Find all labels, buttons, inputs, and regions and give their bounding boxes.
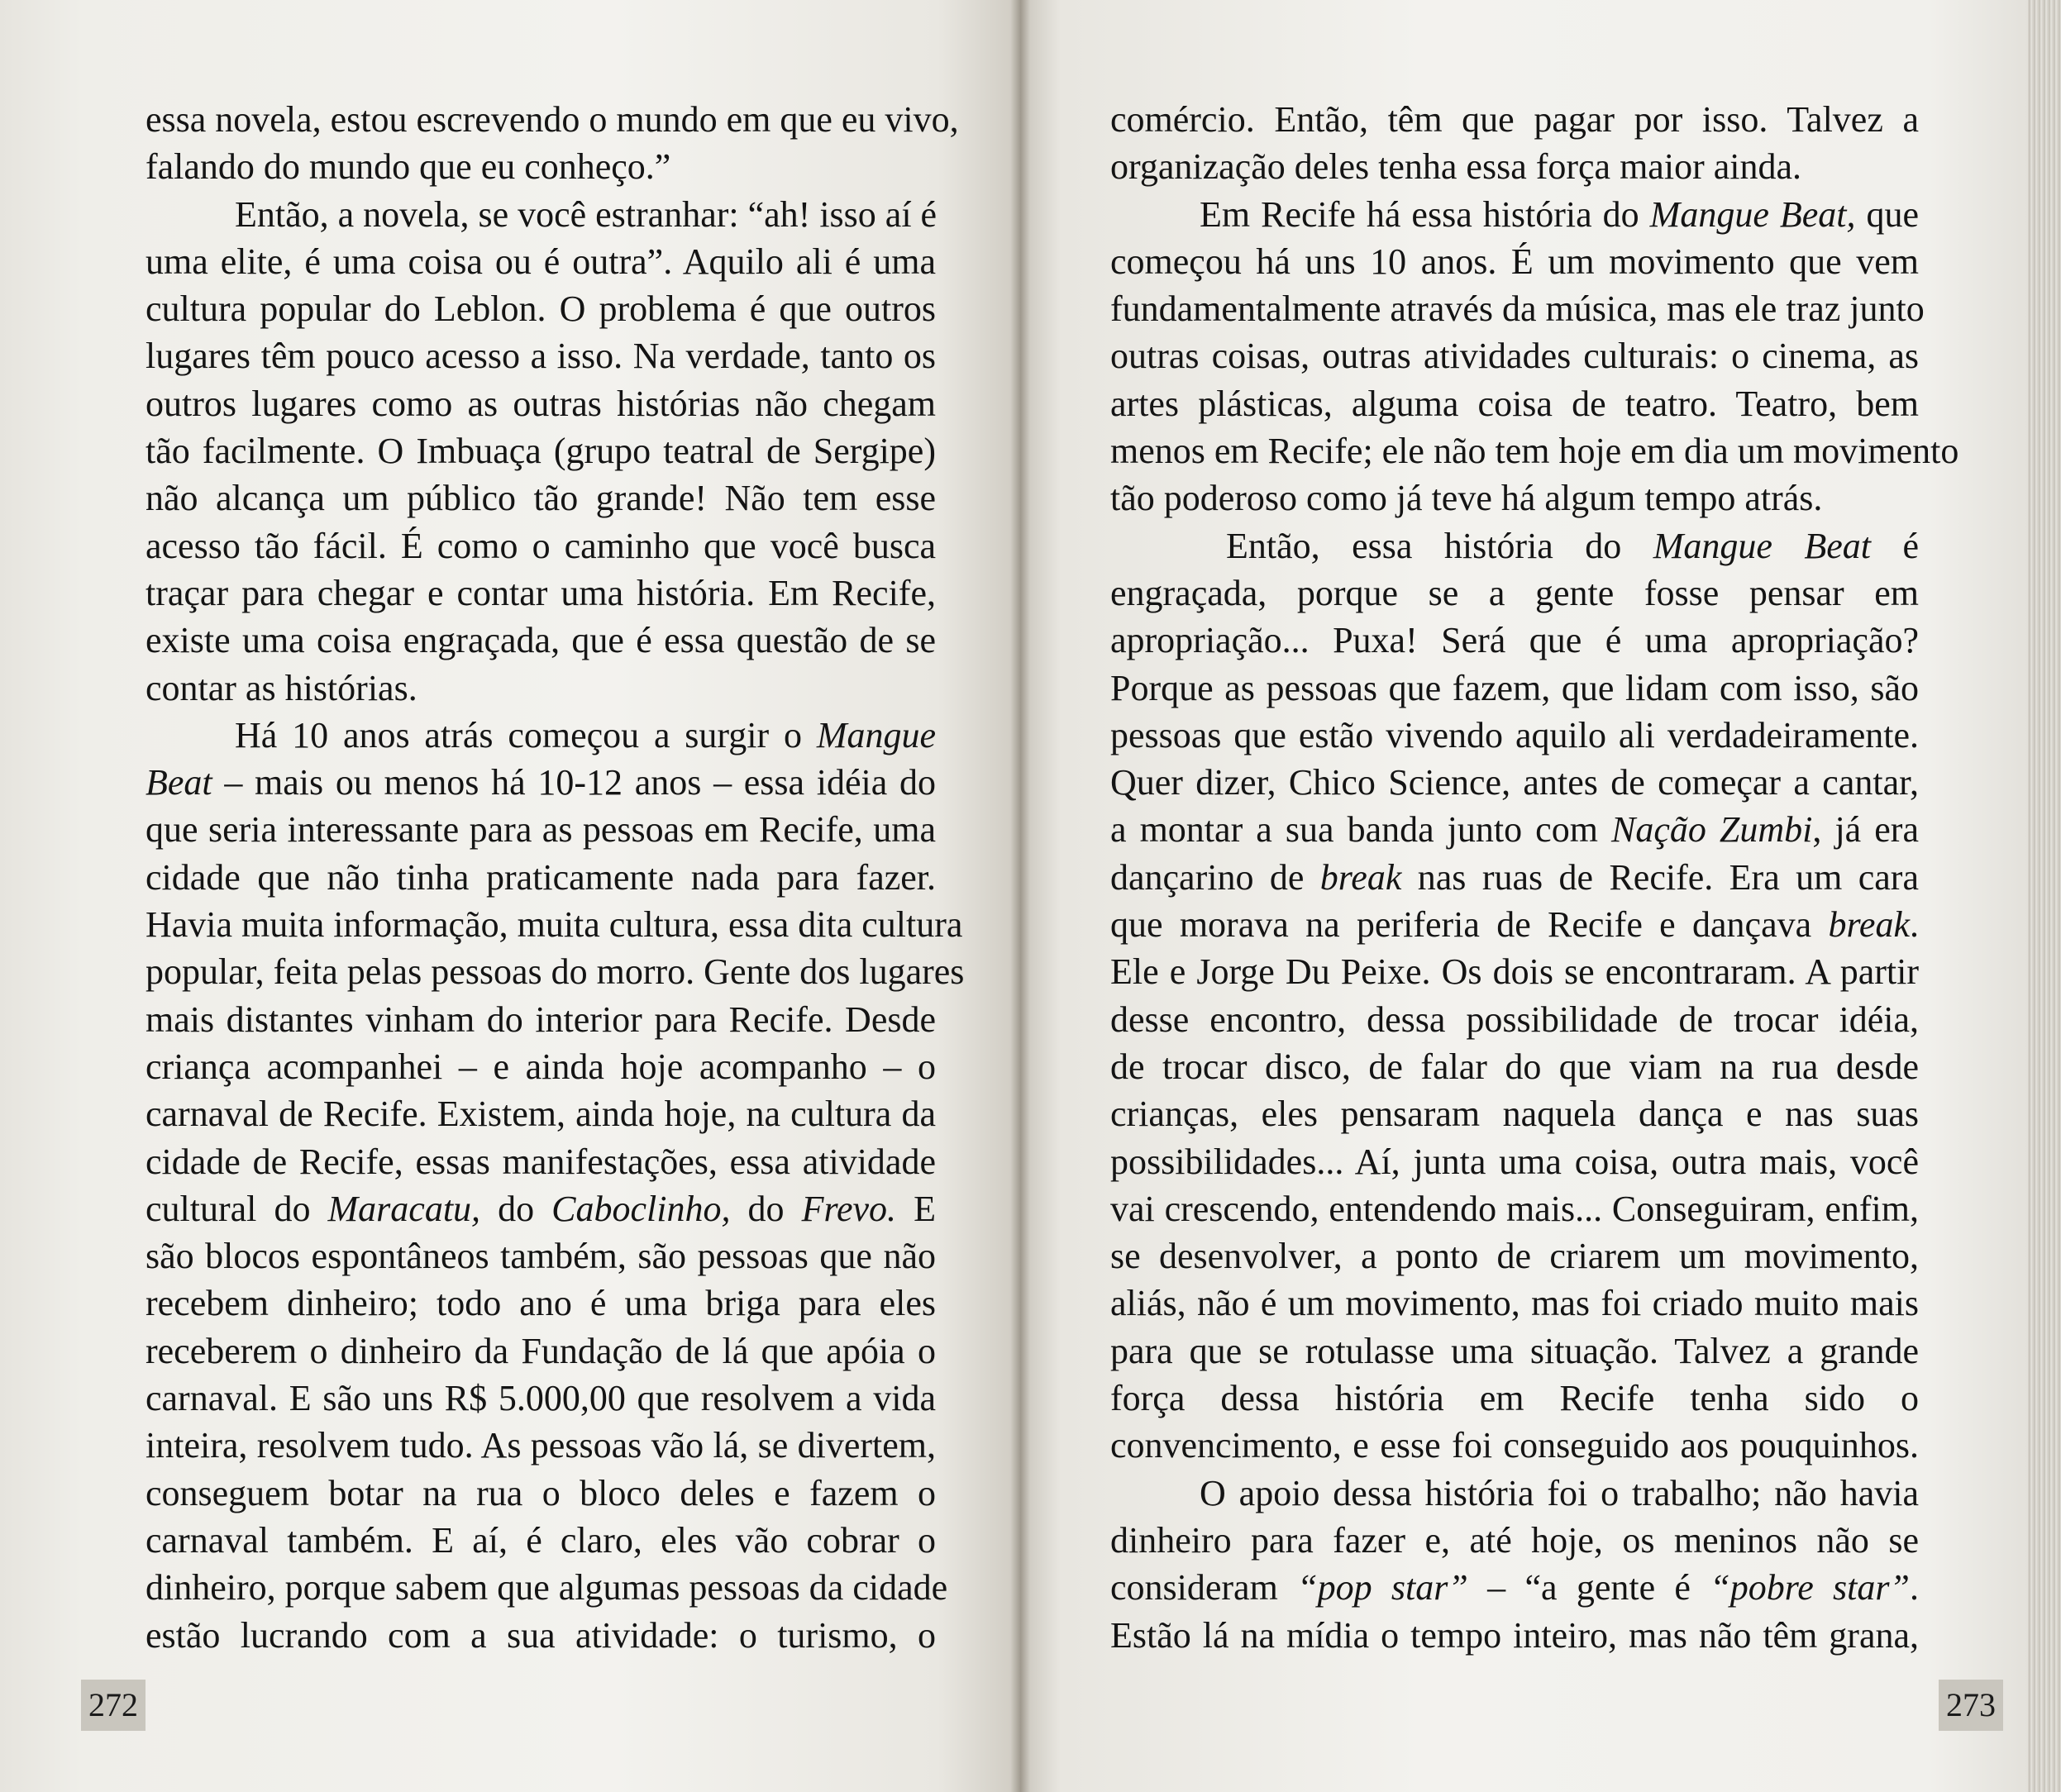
text-line: que morava na periferia de Recife e dançava break. (1110, 904, 1919, 946)
text-line: inteira, resolvem tudo. As pessoas vão lá, se divertem, (146, 1425, 936, 1466)
text-line: convencimento, e esse foi conseguido aos pouquinhos. (1110, 1425, 1919, 1466)
text-line: consideram “pop star” – “a gente é “pobre star”. (1110, 1567, 1919, 1609)
text-line: receberem o dinheiro da Fundação de lá que apóia o (146, 1330, 936, 1371)
page-number-left: 272 (81, 1680, 146, 1731)
text-line: se desenvolver, a ponto de criarem um movimento, (1110, 1236, 1919, 1277)
text-line: aliás, não é um movimento, mas foi criado muito mais (1110, 1283, 1919, 1324)
text-line: desse encontro, dessa possibilidade de trocar idéia, (1110, 998, 1919, 1040)
page-number-right: 273 (1939, 1680, 2003, 1731)
text-line: carnaval também. E aí, é claro, eles vão cobrar o (146, 1519, 936, 1561)
text-line: cidade que não tinha praticamente nada para fazer. (146, 856, 936, 898)
text-line: Havia muita informação, muita cultura, essa dita cultura (146, 904, 963, 946)
right-page (1020, 0, 2028, 1792)
text-line: vai crescendo, entendendo mais... Conseguiram, enfim, (1110, 1188, 1919, 1229)
text-line: cultura popular do Leblon. O problema é que outros (146, 288, 936, 330)
text-line: artes plásticas, alguma coisa de teatro. Teatro, bem (1110, 383, 1919, 424)
text-line: uma elite, é uma coisa ou é outra”. Aquilo ali é uma (146, 241, 936, 282)
text-line: contar as histórias. (146, 667, 417, 708)
text-line: força dessa história em Recife tenha sido o (1110, 1378, 1919, 1419)
text-line: Então, a novela, se você estranhar: “ah! isso aí é (235, 193, 937, 235)
text-line: que seria interessante para as pessoas em Recife, uma (146, 809, 936, 851)
text-line: Em Recife há essa história do Mangue Beat, que (1200, 193, 1920, 235)
text-line: Quer dizer, Chico Science, antes de começar a cantar, (1110, 762, 1919, 803)
text-line: dinheiro, porque sabem que algumas pessoas da cidade (146, 1567, 948, 1609)
text-line: O apoio dessa história foi o trabalho; não havia (1200, 1472, 1919, 1513)
text-line: recebem dinheiro; todo ano é uma briga para eles (146, 1283, 936, 1324)
text-line: criança acompanhei – e ainda hoje acompanho – o (146, 1046, 936, 1087)
text-line: apropriação... Puxa! Será que é uma apropriação? (1110, 620, 1919, 661)
text-line: carnaval de Recife. Existem, ainda hoje, na cultura da (146, 1094, 936, 1135)
text-line: cultural do Maracatu, do Caboclinho, do Frevo. E (146, 1188, 936, 1229)
text-line: engraçada, porque se a gente fosse pensar em (1110, 572, 1919, 613)
text-line: Estão lá na mídia o tempo inteiro, mas não têm grana, (1110, 1614, 1919, 1656)
text-line: cidade de Recife, essas manifestações, essa atividade (146, 1141, 936, 1182)
text-line: Ele e Jorge Du Peixe. Os dois se encontraram. A partir (1110, 951, 1919, 993)
text-line: a montar a sua banda junto com Nação Zumbi, já era (1110, 809, 1919, 851)
text-line: possibilidades... Aí, junta uma coisa, outra mais, você (1110, 1141, 1919, 1182)
text-line: Beat – mais ou menos há 10-12 anos – essa idéia do (146, 762, 936, 803)
left-page (0, 0, 1020, 1792)
text-line: são blocos espontâneos também, são pessoas que não (146, 1236, 936, 1277)
text-line: outros lugares como as outras histórias não chegam (146, 383, 936, 424)
page-edges (2028, 0, 2061, 1792)
text-line: popular, feita pelas pessoas do morro. Gente dos lugares (146, 951, 965, 993)
text-line: Há 10 anos atrás começou a surgir o Mangue (235, 714, 936, 755)
text-line: mais distantes vinham do interior para Recife. Desde (146, 998, 936, 1040)
text-line: tão facilmente. O Imbuaça (grupo teatral de Sergipe) (146, 431, 936, 472)
text-line: comércio. Então, têm que pagar por isso. Talvez a (1110, 99, 1919, 140)
book-gutter (1010, 0, 1030, 1792)
left-page-text (146, 96, 965, 1659)
text-line: acesso tão fácil. É como o caminho que você busca (146, 525, 936, 566)
right-page-text (1110, 96, 1959, 1659)
text-line: começou há uns 10 anos. É um movimento que vem (1110, 241, 1919, 282)
text-line: dinheiro para fazer e, até hoje, os meninos não se (1110, 1519, 1919, 1561)
text-line: lugares têm pouco acesso a isso. Na verdade, tanto os (146, 336, 936, 377)
text-line: para que se rotulasse uma situação. Talvez a grande (1110, 1330, 1919, 1371)
text-line: outras coisas, outras atividades culturais: o cinema, as (1110, 336, 1919, 377)
text-line: traçar para chegar e contar uma história. Em Recife, (146, 572, 936, 613)
text-line: Porque as pessoas que fazem, que lidam com isso, são (1110, 667, 1919, 708)
text-line: organização deles tenha essa força maior ainda. (1110, 146, 1801, 188)
text-line: crianças, eles pensaram naquela dança e nas suas (1110, 1094, 1919, 1135)
text-line: falando do mundo que eu conheço.” (146, 146, 671, 188)
text-line: carnaval. E são uns R$ 5.000,00 que resolvem a vida (146, 1378, 936, 1419)
text-line: tão poderoso como já teve há algum tempo atrás. (1110, 478, 1823, 519)
text-line: existe uma coisa engraçada, que é essa questão de se (146, 620, 936, 661)
text-line: Então, essa história do Mangue Beat é (1226, 525, 1920, 566)
text-line: dançarino de break nas ruas de Recife. Era um cara (1110, 856, 1919, 898)
text-line: menos em Recife; ele não tem hoje em dia um movimento (1110, 431, 1959, 472)
text-line: de trocar disco, de falar do que viam na rua desde (1110, 1046, 1919, 1087)
text-line: estão lucrando com a sua atividade: o turismo, o (146, 1614, 936, 1656)
text-line: fundamentalmente através da música, mas ele traz junto (1110, 288, 1925, 330)
text-line: não alcança um público tão grande! Não tem esse (146, 478, 936, 519)
text-line: essa novela, estou escrevendo o mundo em que eu vivo, (146, 99, 959, 140)
text-line: pessoas que estão vivendo aquilo ali verdadeiramente. (1110, 714, 1919, 755)
text-line: conseguem botar na rua o bloco deles e fazem o (146, 1472, 936, 1513)
